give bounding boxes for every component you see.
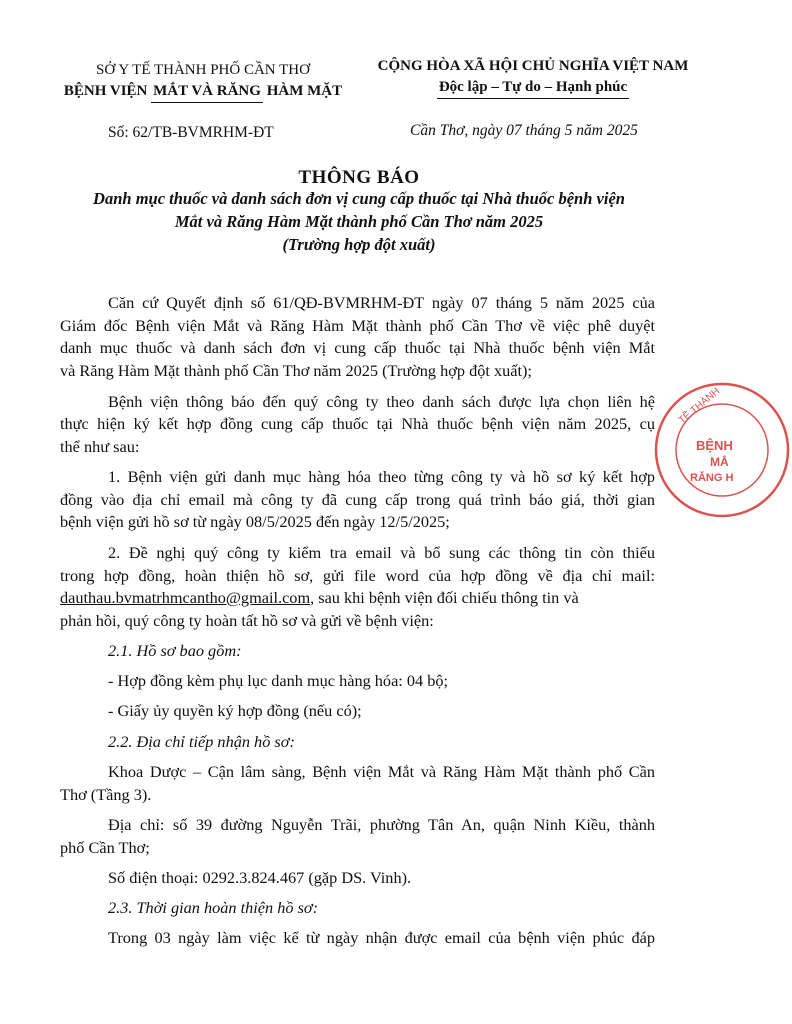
item-2-line: phản hồi, quý công ty hoàn tất hồ sơ và gửi về bệnh viện: [60, 611, 434, 630]
email-link[interactable]: dauthau.bvmatrhmcantho@gmail.com [60, 588, 311, 607]
national-title: CỘNG HÒA XÃ HỘI CHỦ NGHĨA VIỆT NAM [377, 58, 689, 74]
national-motto: Độc lập – Tự do – Hạnh phúc [368, 77, 698, 99]
item-1-line: bệnh viện gửi hồ sơ từ ngày 08/5/2025 đến ngày 12/5/2025; [60, 512, 450, 531]
item-1-line: đồng vào địa chỉ email mà công ty đã cung cấp trong quá trình báo giá, thời gian [60, 490, 655, 509]
paragraph-2-line: thực hiện ký kết hợp đồng cung cấp thuốc tại Nhà thuốc bệnh viện năm 2025, cụ [60, 414, 655, 433]
address-line: Địa chỉ: số 39 đường Nguyễn Trãi, phường Tân An, quận Ninh Kiều, thành [108, 815, 655, 834]
paragraph-1-line: danh mục thuốc và danh sách đơn vị cung cấp thuốc tại Nhà thuốc bệnh viện Mắt [60, 338, 655, 357]
list-item: - Giấy ủy quyền ký hợp đồng (nếu có); [108, 701, 362, 720]
address-line: Thơ (Tầng 3). [60, 785, 152, 804]
svg-text:BỆNH: BỆNH [696, 438, 733, 453]
section-2-2-heading: 2.2. Địa chỉ tiếp nhận hồ sơ: [108, 732, 295, 751]
paragraph-2-line: Bệnh viện thông báo đến quý công ty theo danh sách được lựa chọn liên hệ [108, 392, 655, 411]
document-subtitle-line2: Mắt và Răng Hàm Mặt thành phố Cần Thơ năm 2025 [174, 212, 544, 231]
hospital-name: BỆNH VIỆN MẮT VÀ RĂNG HÀM MẶT [48, 81, 358, 103]
national-header [368, 56, 698, 99]
agency-header [48, 60, 358, 103]
phone-line: Số điện thoại: 0292.3.824.467 (gặp DS. Vinh). [108, 868, 412, 887]
parent-agency: SỞ Y TẾ THÀNH PHỐ CẦN THƠ [96, 62, 310, 78]
item-2-line: trong hợp đồng, hoàn thiện hồ sơ, gửi file word của hợp đồng về địa chỉ mail: [60, 566, 655, 585]
item-1-line: 1. Bệnh viện gửi danh mục hàng hóa theo từng công ty và hồ sơ ký kết hợp [108, 467, 655, 486]
hospital-name-underlined: MẮT VÀ RĂNG [151, 81, 263, 103]
document-subtitle-line1: Danh mục thuốc và danh sách đơn vị cung cấp thuốc tại Nhà thuốc bệnh viện [93, 189, 625, 208]
document-title: THÔNG BÁO [298, 167, 420, 188]
official-stamp [652, 380, 792, 520]
svg-text:TỀ THÀNH: TỀ THÀNH [676, 385, 723, 427]
section-2-1-heading: 2.1. Hồ sơ bao gồm: [108, 641, 242, 660]
address-line: phố Cần Thơ; [60, 838, 150, 857]
paragraph-1-line: và Răng Hàm Mặt thành phố Cần Thơ năm 2025 (Trường hợp đột xuất); [60, 361, 532, 380]
deadline-line: Trong 03 ngày làm việc kể từ ngày nhận được email của bệnh viện phúc đáp [108, 928, 655, 947]
paragraph-1-line: Giám đốc Bệnh viện Mắt và Răng Hàm Mặt thành phố Cần Thơ về việc phê duyệt [60, 316, 655, 335]
address-line: Khoa Dược – Cận lâm sàng, Bệnh viện Mắt và Răng Hàm Mặt thành phố Cần [108, 762, 655, 781]
svg-text:MẮ: MẮ [710, 455, 729, 469]
document-number: Số: 62/TB-BVMRHM-ĐT [108, 124, 274, 141]
item-2-line: 2. Đề nghị quý công ty kiểm tra email và bổ sung các thông tin còn thiếu [108, 543, 655, 562]
paragraph-2-line: thể như sau: [60, 437, 140, 456]
list-item: - Hợp đồng kèm phụ lục danh mục hàng hóa: 04 bộ; [108, 671, 449, 690]
item-2-line: dauthau.bvmatrhmcantho@gmail.com, sau khi bệnh viện đối chiếu thông tin và [60, 588, 579, 607]
document-subtitle-line3: (Trường hợp đột xuất) [282, 235, 436, 254]
section-2-3-heading: 2.3. Thời gian hoàn thiện hồ sơ: [108, 898, 319, 917]
svg-text:RĂNG H: RĂNG H [690, 472, 734, 484]
paragraph-1-line: Căn cứ Quyết định số 61/QĐ-BVMRHM-ĐT ngày 07 tháng 5 năm 2025 của [108, 293, 655, 312]
place-date: Cần Thơ, ngày 07 tháng 5 năm 2025 [410, 122, 638, 139]
